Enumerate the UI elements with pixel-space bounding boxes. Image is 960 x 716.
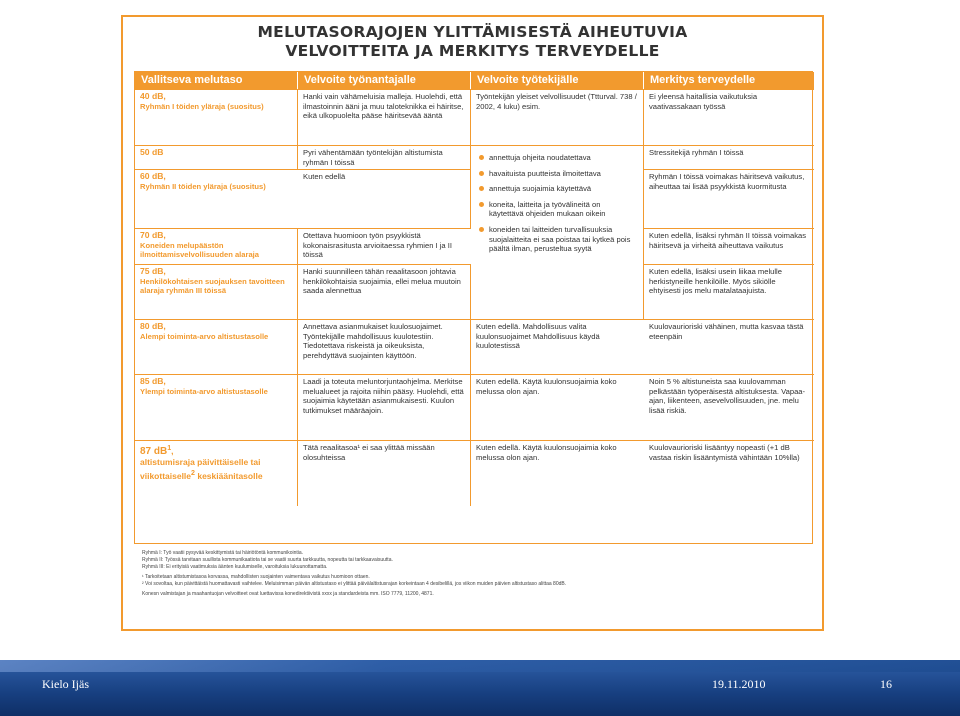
employer-87db: Tätä reaalitasoa¹ ei saa ylittää missään olosuhteissa xyxy=(298,440,471,506)
bullet-item: havaituista puutteista ilmoitettava xyxy=(477,169,637,179)
employer-70db: Otettava huomioon työn psyykkistä kokonaisrasitusta arvioitaessa ryhmien I ja II töissä xyxy=(298,228,471,264)
footer-author: Kielo Ijäs xyxy=(42,677,89,691)
employer-85db: Laadi ja toteuta meluntorjuntaohjelma. Merkitse melualueet ja rajoita niihin pääsy. Huolehdi, että suojaimia käytetään asianmukaisesti. Kuulon tutkimukset määräajoin. xyxy=(298,374,471,440)
level-70db: 70 dB, Koneiden melupäästön ilmoittamisvelvollisuuden alaraja xyxy=(135,228,298,264)
regulation-table xyxy=(134,71,813,544)
level-60db: 60 dB, Ryhmän II töiden yläraja (suositus) xyxy=(135,169,298,228)
level-40db: 40 dB, Ryhmän I töiden yläraja (suositus) xyxy=(135,89,298,145)
employer-75db: Hanki suunnilleen tähän reaalitasoon johtavia henkilökohtaisia suojaimia, ellei melua muutoin saada alennettua xyxy=(298,264,471,319)
header-level: Vallitseva melutaso xyxy=(135,72,298,89)
health-80db: Kuulovaurioriski vähäinen, mutta kasvaa tästä eteenpäin xyxy=(644,319,814,374)
footnote-2: ² Voi sovoltaa, kun päivittäistä huomattavasti vaihtelee. Meluisimman päivän altistustaso ei ylittää päivälaltistusrajan korkeintaan 4 desibelillä, jos viikon muiden päivien altistustaso alittaa 80dB. xyxy=(142,580,567,587)
header-health: Merkitys terveydelle xyxy=(644,72,814,89)
employer-80db: Annettava asianmukaiset kuulosuojaimet. Työntekijälle mahdollisuus kuulotestiin. Tiedotettava riskeistä ja oikeuksista, perehdyttävä suojainten käyttöön. xyxy=(298,319,471,374)
bullet-item: koneiden tai laitteiden turvallisuuksia suojalaitteita ei saa poistaa tai kytkeä pois päältä ilman, perusteltua syytä xyxy=(477,225,637,254)
employee-87db: Kuten edellä. Käytä kuulonsuojaimia koko melussa olon ajan. xyxy=(471,440,644,506)
noise-regulation-poster xyxy=(121,15,824,631)
level-50db: 50 dB xyxy=(135,145,298,169)
slide-footer xyxy=(0,660,960,716)
employer-60db: Kuten edellä xyxy=(298,169,471,228)
employee-80db: Kuten edellä. Mahdollisuus valita kuulonsuojaimet Mahdollisuus käydä kuulotestissä xyxy=(471,319,644,374)
footer-page-number: 16 xyxy=(880,677,892,691)
employee-general: Työntekijän yleiset velvollisuudet (Ttturval. 738 / 2002, 4 luku) esim. xyxy=(471,89,644,145)
level-75db: 75 dB, Henkilökohtaisen suojauksen tavoitteen alaraja ryhmän III töissä xyxy=(135,264,298,319)
footnote-1: ¹ Tarkoitetaan altistumistasoa korvassa, mahdollisten suojainten vaimentava vaikutus huomioon ottaen. xyxy=(142,573,370,580)
poster-title xyxy=(123,23,822,61)
health-87db: Kuulovaurioriski lisääntyy nopeasti (+1 dB vastaa riskin lisääntymistä vähintään 10%lla) xyxy=(644,440,814,506)
health-75db: Kuten edellä, lisäksi usein liikaa melulle herkistyneille henkilöille. Myös sikiölle ehtyisesti jos melu matalataajuista. xyxy=(644,264,814,319)
employee-85db: Kuten edellä. Käytä kuulonsuojaimia koko melussa olon ajan. xyxy=(471,374,644,440)
employer-40db: Hanki vain vähämeluisia malleja. Huolehdi, että ilmastoinnin ääni ja muu taloteknikka ei häiritse, eikä ulkopuolelta pääse häiritsevää ääntä xyxy=(298,89,471,145)
footnotes xyxy=(142,550,812,597)
footer-date: 19.11.2010 xyxy=(712,677,766,691)
health-60db: Ryhmän I töissä voimakas häiritsevä vaikutus, aiheuttaa tai lisää psyykkistä kuormitusta xyxy=(644,169,814,228)
note-group-2: Ryhmä II: Työssä tarvitaan suullista kommunikaatiota tai se vaatii suurta tarkkuutta, nopeutta tai tarkkaavaisuutta. xyxy=(142,556,393,563)
footnote-3: Konesn valmistajan ja maahantuojan velvoitteet ovat luettavissa konedirektiivistä xxxx ja standardeista mm. ISO 7779, 11200, 4871. xyxy=(142,590,434,597)
health-40db: Ei yleensä haitallisia vaikutuksia vaativassakaan työssä xyxy=(644,89,814,145)
health-70db: Kuten edellä, lisäksi ryhmän II töissä voimakas häiritsevä ja virheitä aiheuttava vaikutus xyxy=(644,228,814,264)
level-87db: 87 $dB^1$, altistumisraja päivittäiselle tai viikottaiselle$^2$ keskiäänitasolle xyxy=(135,440,298,506)
title-line-2: VELVOITTEITA JA MERKITYS TERVEYDELLE xyxy=(285,42,660,60)
health-85db: Noin 5 % altistuneista saa kuulovamman pelkästään työperäisestä altistuksesta. Vapaa-ajan, liikenteen, asevelvollisuuden, jne. melu lisää riskiä. xyxy=(644,374,814,440)
employer-50db: Pyri vähentämään työntekijän altistumista ryhmän I töissä xyxy=(298,145,471,169)
health-50db: Stressitekijä ryhmän I töissä xyxy=(644,145,814,169)
note-group-1: Ryhmä I: Työ vaatii pysyvää keskittymistä tai häiriötöntä kommunikointia. xyxy=(142,550,304,556)
bullet-item: koneita, laitteita ja työvälineitä on käytettävä ohjeiden mukaan oikein xyxy=(477,200,637,219)
footer-swoosh xyxy=(0,660,960,672)
employee-obligations-list xyxy=(471,145,644,319)
level-85db: 85 dB, Ylempi toiminta-arvo altistustasolle xyxy=(135,374,298,440)
level-80db: 80 dB, Alempi toiminta-arvo altistustasolle xyxy=(135,319,298,374)
title-line-1: MELUTASORAJOJEN YLITTÄMISESTÄ AIHEUTUVIA xyxy=(257,23,688,41)
note-group-3: Ryhmä III: Ei erityisiä vaatimuksia äänten kuulumiselle, varoituksia lukuunottamatta. xyxy=(142,563,328,570)
bullet-item: annettuja ohjeita noudatettava xyxy=(477,153,637,163)
header-employer: Velvoite työnantajalle xyxy=(298,72,471,89)
bullet-item: annettuja suojaimia käytettävä xyxy=(477,184,637,194)
header-employee: Velvoite työtekijälle xyxy=(471,72,644,89)
